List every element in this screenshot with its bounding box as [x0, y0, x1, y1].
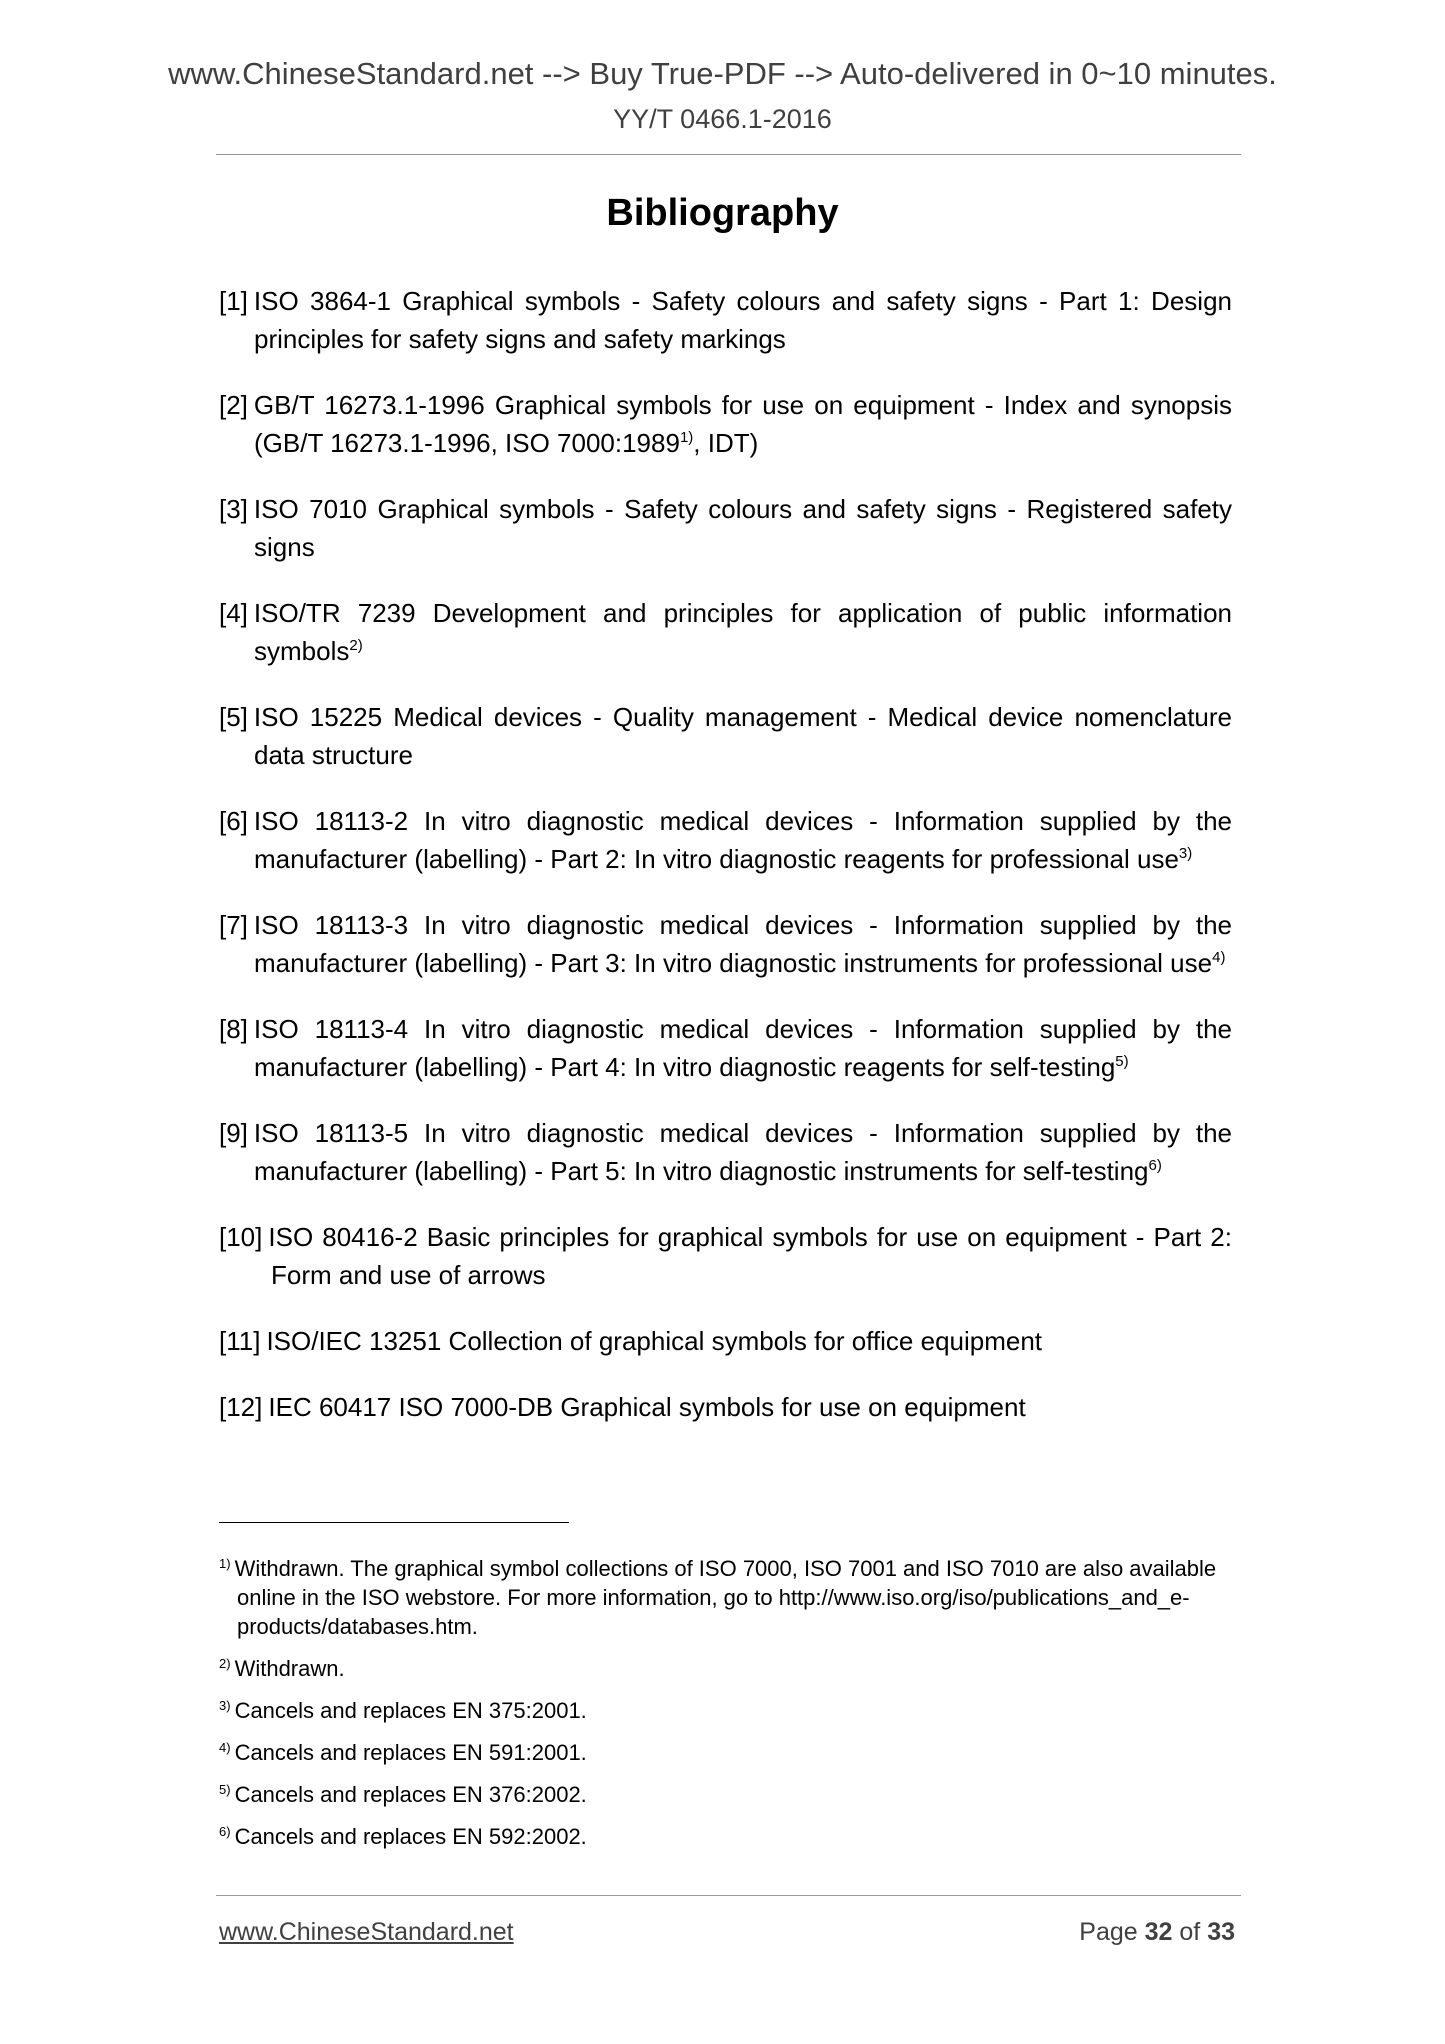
reference-item	[219, 698, 1232, 774]
footnote-text: Withdrawn. The graphical symbol collections of ISO 7000, ISO 7001 and ISO 7010 are also available online in the ISO webstore. For more information, go to http://www.iso.org/iso/publications_and_e-products/databases.htm.	[234, 1556, 1217, 1639]
reference-number: [6]	[219, 806, 248, 836]
reference-number: [10]	[219, 1222, 263, 1252]
footnote-mark: 6)	[219, 1824, 231, 1839]
reference-number: [1]	[219, 286, 248, 316]
reference-text: ISO 18113-2 In vitro diagnostic medical devices - Information supplied by the manufacturer (labelling) - Part 2: In vitro diagnostic reagents for professional use	[253, 806, 1232, 874]
footnote-marker: 1)	[679, 429, 694, 446]
footnote-marker: 5)	[1115, 1053, 1129, 1070]
page-total: 33	[1207, 1918, 1235, 1946]
reference-text: ISO/TR 7239 Development and principles for application of public information symbols	[253, 598, 1232, 666]
footnote-mark: 2)	[219, 1656, 231, 1671]
reference-item	[219, 802, 1232, 878]
reference-item	[219, 1114, 1232, 1190]
reference-text: ISO 18113-3 In vitro diagnostic medical devices - Information supplied by the manufacturer (labelling) - Part 3: In vitro diagnostic instruments for professional use	[253, 910, 1232, 978]
page-label: Page	[1079, 1918, 1138, 1946]
page-title: Bibliography	[606, 192, 839, 234]
page-indicator	[1079, 1920, 1235, 1945]
footnote-mark: 4)	[219, 1740, 231, 1755]
reference-number: [12]	[219, 1392, 263, 1422]
reference-number: [2]	[219, 390, 248, 420]
reference-item	[219, 1322, 1232, 1360]
footnote-text: Cancels and replaces EN 592:2002.	[234, 1824, 587, 1849]
reference-item	[219, 282, 1232, 358]
reference-text: ISO 18113-4 In vitro diagnostic medical devices - Information supplied by the manufacturer (labelling) - Part 4: In vitro diagnostic reagents for self-testing	[253, 1014, 1232, 1082]
reference-text: ISO 18113-5 In vitro diagnostic medical devices - Information supplied by the manufacturer (labelling) - Part 5: In vitro diagnostic instruments for self-testing	[253, 1118, 1232, 1186]
reference-text-tail: , IDT)	[693, 428, 759, 458]
reference-list	[219, 282, 1232, 1454]
footnote-marker: 2)	[349, 637, 363, 654]
footer-divider	[216, 1895, 1241, 1896]
footnote-text: Cancels and replaces EN 591:2001.	[234, 1740, 587, 1765]
reference-item	[219, 1010, 1232, 1086]
footnote-list	[219, 1554, 1234, 1864]
site-banner: www.ChineseStandard.net --> Buy True-PDF --> Auto-delivered in 0~10 minutes.	[168, 56, 1277, 91]
footnote-mark: 3)	[219, 1698, 231, 1713]
footnote-mark: 1)	[219, 1556, 231, 1571]
footnote-item	[219, 1554, 1234, 1641]
reference-text: ISO 15225 Medical devices - Quality management - Medical device nomenclature data structure	[253, 702, 1232, 770]
reference-number: [8]	[219, 1014, 248, 1044]
page-current: 32	[1144, 1918, 1173, 1946]
reference-item	[219, 1388, 1232, 1426]
footnote-item	[219, 1822, 1234, 1851]
footnote-separator	[219, 1522, 569, 1523]
page-of: of	[1179, 1918, 1201, 1946]
footer-site-link[interactable]: www.ChineseStandard.net	[219, 1918, 514, 1946]
reference-number: [9]	[219, 1118, 248, 1148]
reference-text: ISO 7010 Graphical symbols - Safety colours and safety signs - Registered safety signs	[253, 494, 1232, 562]
reference-item	[219, 386, 1232, 462]
footnote-text: Withdrawn.	[234, 1656, 345, 1681]
footnote-text: Cancels and replaces EN 376:2002.	[234, 1782, 587, 1807]
footnote-text: Cancels and replaces EN 375:2001.	[234, 1698, 587, 1723]
reference-item	[219, 490, 1232, 566]
reference-number: [3]	[219, 494, 248, 524]
reference-item	[219, 1218, 1232, 1294]
footnote-item	[219, 1738, 1234, 1767]
reference-text: GB/T 16273.1-1996 Graphical symbols for use on equipment - Index and synopsis (GB/T 16273.1-1996, ISO 7000:1989	[253, 390, 1232, 458]
header-divider	[216, 154, 1241, 155]
reference-number: [4]	[219, 598, 248, 628]
footnote-item	[219, 1780, 1234, 1809]
reference-text: IEC 60417 ISO 7000-DB Graphical symbols for use on equipment	[268, 1392, 1026, 1422]
reference-text: ISO/IEC 13251 Collection of graphical symbols for office equipment	[266, 1326, 1043, 1356]
footnote-mark: 5)	[219, 1782, 231, 1797]
footnote-marker: 3)	[1178, 845, 1193, 862]
document-id: YY/T 0466.1-2016	[613, 104, 832, 134]
footnote-item	[219, 1696, 1234, 1725]
footnote-marker: 6)	[1148, 1157, 1162, 1174]
reference-number: [11]	[219, 1326, 261, 1356]
footnote-item	[219, 1654, 1234, 1683]
reference-number: [7]	[219, 910, 248, 940]
reference-number: [5]	[219, 702, 248, 732]
reference-item	[219, 594, 1232, 670]
reference-text: ISO 3864-1 Graphical symbols - Safety colours and safety signs - Part 1: Design principles for safety signs and safety markings	[253, 286, 1232, 354]
reference-item	[219, 906, 1232, 982]
footnote-marker: 4)	[1212, 949, 1226, 966]
reference-text: ISO 80416-2 Basic principles for graphical symbols for use on equipment - Part 2: Form and use of arrows	[268, 1222, 1232, 1290]
